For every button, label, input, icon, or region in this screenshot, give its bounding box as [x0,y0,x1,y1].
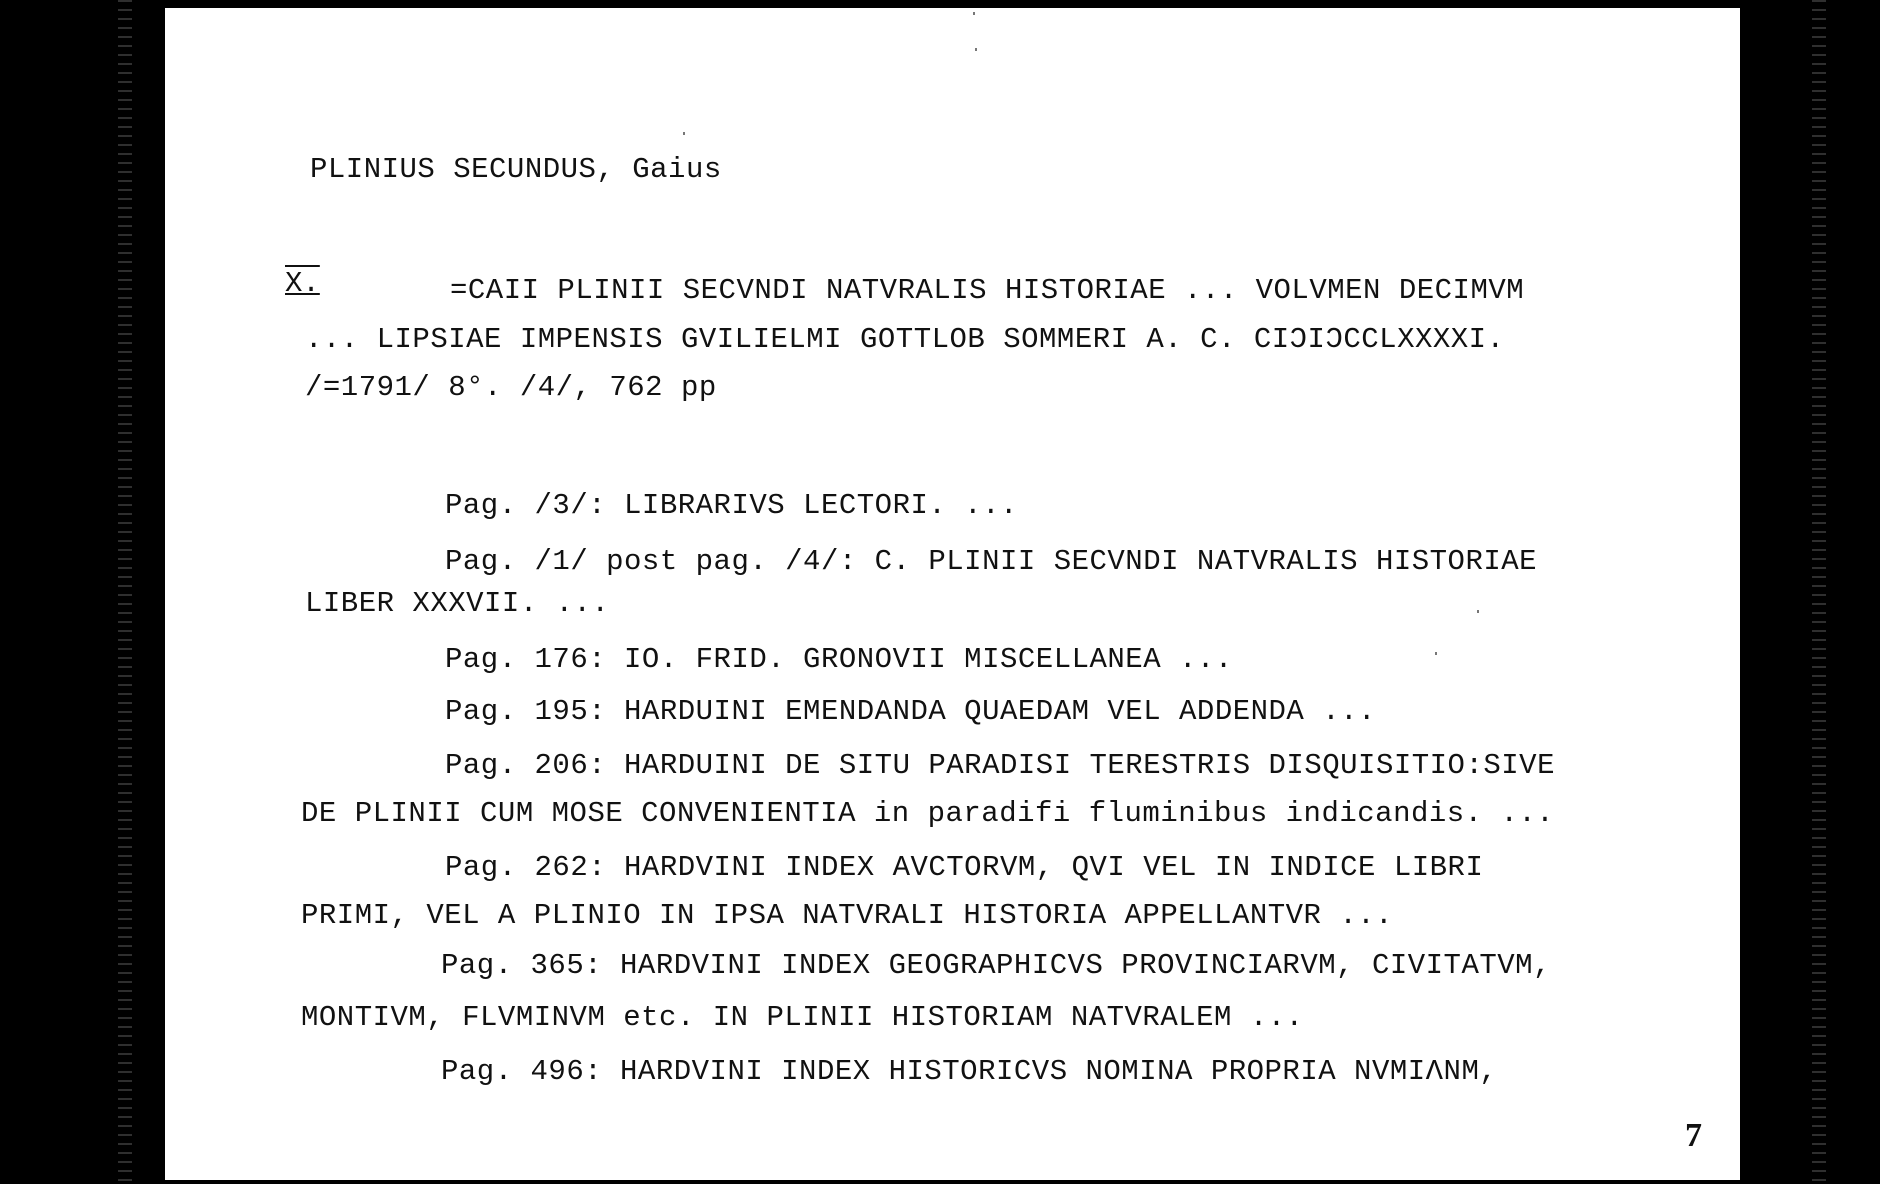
scan-speck [1477,610,1479,613]
contents-line-9: PRIMI, VEL A PLINIO IN IPSA NATVRALI HISTORIA APPELLANTVR ... [301,899,1394,932]
title-line-3: /=1791/ 8°. /4/, 762 pp [305,371,717,404]
contents-line-11: MONTIVM, FLVMINVM etc. IN PLINII HISTORIAM NATVRALEM ... [301,1001,1304,1034]
scan-speck [683,132,685,135]
contents-line-2: Pag. /1/ post pag. /4/: C. PLINII SECVNDI NATVRALIS HISTORIAE [445,545,1538,578]
title-line-1: =CAII PLINII SECVNDI NATVRALIS HISTORIAE ... VOLVMEN DECIMVM [450,274,1525,307]
title-line-2: ... LIPSIAE IMPENSIS GVILIELMI GOTTLOB SOMMERI A. C. CIƆIƆCCLXXXXI. [305,323,1505,356]
catalog-card [165,8,1740,1180]
contents-line-12: Pag. 496: HARDVINI INDEX HISTORICVS NOMINA PROPRIA NVMIɅNM, [441,1055,1498,1088]
contents-line-7: DE PLINII CUM MOSE CONVENIENTIA in paradifi fluminibus indicandis. ... [301,797,1555,830]
contents-line-8: Pag. 262: HARDVINI INDEX AVCTORVM, QVI VEL IN INDICE LIBRI [445,851,1484,884]
scan-speck [973,12,975,15]
scan-speck [1435,652,1437,655]
left-scan-edge [118,0,132,1184]
contents-line-4: Pag. 176: IO. FRID. GRONOVII MISCELLANEA ... [445,643,1233,676]
contents-line-1: Pag. /3/: LIBRARIVS LECTORI. ... [445,489,1018,522]
card-heading: PLINIUS SECUNDUS, Gaius [310,153,722,186]
contents-line-3: LIBER XXXVII. ... [305,587,610,620]
contents-line-5: Pag. 195: HARDUINI EMENDANDA QUAEDAM VEL ADDENDA ... [445,695,1376,728]
right-scan-edge [1812,0,1826,1184]
contents-line-6: Pag. 206: HARDUINI DE SITU PARADISI TERESTRIS DISQUISITIO:SIVE [445,749,1555,782]
page-number: 7 [1685,1117,1702,1154]
scan-speck [975,48,977,51]
card-marker: X. [285,267,320,300]
contents-line-10: Pag. 365: HARDVINI INDEX GEOGRAPHICVS PROVINCIARVM, CIVITATVM, [441,949,1551,982]
